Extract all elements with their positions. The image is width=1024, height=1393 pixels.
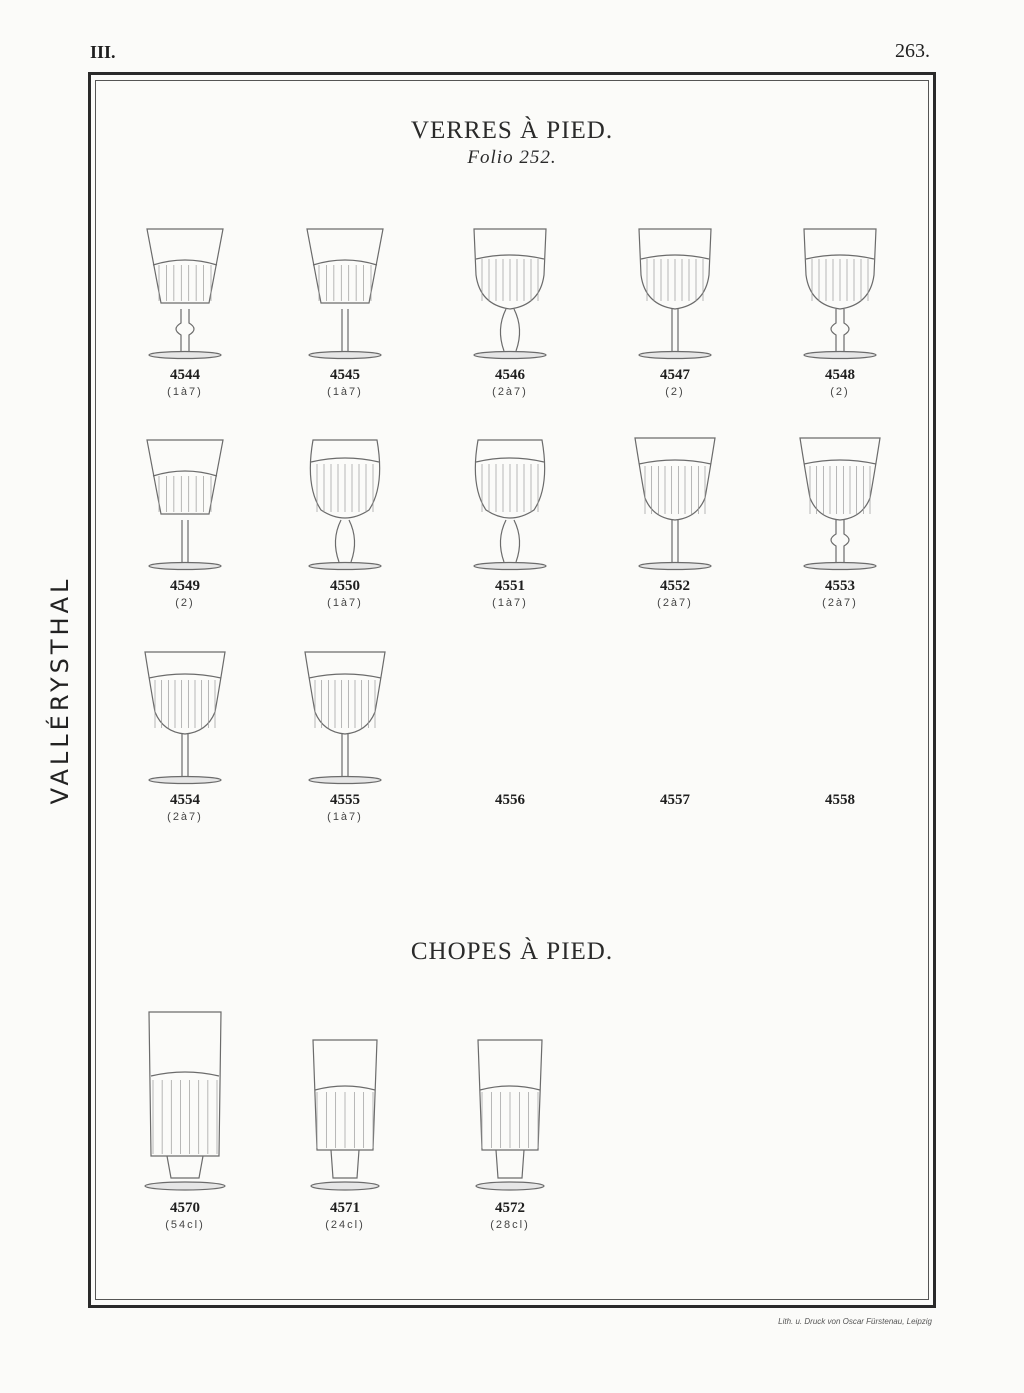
- item-code: 4571: [330, 1200, 360, 1216]
- item-code: 4554: [170, 792, 200, 808]
- item-capacity: (24cl): [325, 1219, 365, 1231]
- item-code: 4556: [495, 792, 525, 808]
- item-capacity: (2): [665, 386, 685, 398]
- item-code: 4570: [170, 1200, 200, 1216]
- item-code: 4555: [330, 792, 360, 808]
- glass-illustration: [115, 650, 255, 786]
- mug-illustration: [275, 1010, 415, 1194]
- glass-illustration: [275, 225, 415, 361]
- glass-item-4558: [770, 650, 910, 811]
- glass-illustration: [115, 436, 255, 572]
- item-capacity: (2à7): [657, 597, 693, 609]
- glass-item-4547: [605, 225, 745, 398]
- item-capacity: (2à7): [167, 811, 203, 823]
- mug-illustration: [115, 1010, 255, 1194]
- glass-item-4548: [770, 225, 910, 398]
- glass-item-4550: [275, 436, 415, 609]
- section2-title: CHOPES À PIED.: [410, 938, 614, 965]
- item-capacity: (1à7): [327, 386, 363, 398]
- glass-illustration: [115, 225, 255, 361]
- glass-item-4546: [440, 225, 580, 398]
- item-capacity: (2à7): [492, 386, 528, 398]
- item-code: 4549: [170, 578, 200, 594]
- glass-illustration: [605, 436, 745, 572]
- glass-item-4554: [115, 650, 255, 823]
- glass-illustration: [440, 436, 580, 572]
- item-code: 4548: [825, 367, 855, 383]
- glass-item-4549: [115, 436, 255, 609]
- mug-item-4572: [440, 1010, 580, 1231]
- mug-item-4570: [115, 1010, 255, 1231]
- item-capacity: (2à7): [822, 597, 858, 609]
- glass-item-4551: [440, 436, 580, 609]
- item-capacity: (1à7): [492, 597, 528, 609]
- glass-illustration: [770, 436, 910, 572]
- glass-illustration: [770, 225, 910, 361]
- item-code: 4544: [170, 367, 200, 383]
- section1-folio: Folio 252.: [467, 147, 557, 168]
- item-capacity: (28cl): [490, 1219, 530, 1231]
- item-capacity: (2): [175, 597, 195, 609]
- item-code: 4572: [495, 1200, 525, 1216]
- item-capacity: (2): [830, 386, 850, 398]
- mug-item-4571: [275, 1010, 415, 1231]
- item-code: 4551: [495, 578, 525, 594]
- section-number: III.: [90, 42, 116, 62]
- item-code: 4550: [330, 578, 360, 594]
- glass-illustration: [605, 225, 745, 361]
- item-capacity: (54cl): [165, 1219, 205, 1231]
- section1-title: VERRES À PIED.: [410, 117, 614, 144]
- glass-item-4544: [115, 225, 255, 398]
- item-code: 4552: [660, 578, 690, 594]
- glass-item-4545: [275, 225, 415, 398]
- item-code: 4546: [495, 367, 525, 383]
- item-code: 4553: [825, 578, 855, 594]
- item-code: 4557: [660, 792, 690, 808]
- glass-item-4553: [770, 436, 910, 609]
- glass-item-4557: [605, 650, 745, 811]
- page-number: 263.: [895, 40, 930, 62]
- item-code: 4545: [330, 367, 360, 383]
- item-capacity: (1à7): [327, 811, 363, 823]
- glass-item-4556: [440, 650, 580, 811]
- mug-illustration: [440, 1010, 580, 1194]
- item-code: 4558: [825, 792, 855, 808]
- glass-illustration: [275, 436, 415, 572]
- glass-illustration: [275, 650, 415, 786]
- brand-side-label: VALLÉRYSTHAL: [46, 575, 74, 805]
- glass-illustration: [440, 225, 580, 361]
- glass-item-4555: [275, 650, 415, 823]
- item-capacity: (1à7): [327, 597, 363, 609]
- glass-item-4552: [605, 436, 745, 609]
- printer-credit: Lith. u. Druck von Oscar Fürstenau, Leipzig: [778, 1317, 932, 1326]
- item-capacity: (1à7): [167, 386, 203, 398]
- item-code: 4547: [660, 367, 690, 383]
